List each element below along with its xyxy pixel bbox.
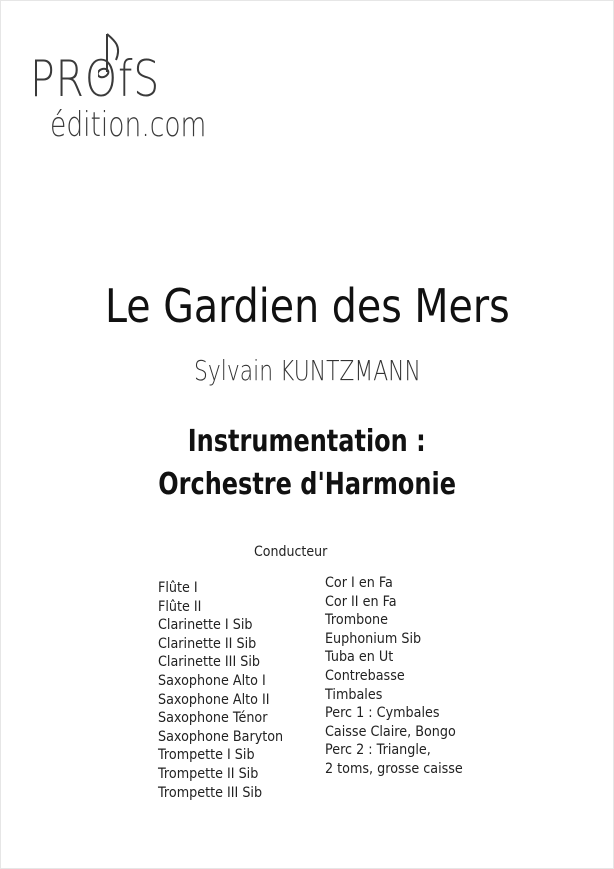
list-item: Flûte I [158,580,198,596]
list-item: Clarinette II Sib [158,635,257,652]
list-item: Perc 2 : Triangle, [325,742,431,759]
title-text: Le Gardien des Mers [104,279,510,333]
list-item: Saxophone Ténor [158,710,268,727]
list-item: Euphonium Sib [325,630,422,647]
list-item: Timbales [325,686,383,703]
list-item: Flûte II [158,598,202,615]
list-item: Saxophone Baryton [158,728,284,745]
list-item: Trompette II Sib [158,765,259,782]
list-item: Trombone [325,612,388,629]
ensemble-heading [0,467,614,502]
list-item: Clarinette I Sib [158,617,253,634]
list-item: Trompette I Sib [158,747,255,764]
logo-domain: édition.com [50,105,207,145]
list-item: Saxophone Alto I [158,672,266,689]
composer-text: Sylvain KUNTZMANN [193,354,421,387]
conductor-label: Conducteur [254,544,328,560]
logo-brand: PROfS [30,50,161,108]
list-item: Tuba en Ut [325,649,394,666]
instrument-list-right [325,574,482,779]
list-item: Cor II en Fa [325,593,397,610]
list-item: Trompette III Sib [158,784,263,801]
instrumentation-line-1: Instrumentation : [188,424,426,459]
list-item: Cor I en Fa [325,575,393,591]
list-item: Contrebasse [325,667,405,684]
logo [28,28,238,148]
composer-name [0,354,614,387]
list-item: 2 toms, grosse caisse [325,760,463,777]
list-item: Clarinette III Sib [158,654,261,671]
instrumentation-heading [0,424,614,459]
list-item: Saxophone Alto II [158,691,270,708]
instrument-list-left [158,579,300,802]
list-item: Perc 1 : Cymbales [325,705,440,722]
instrumentation-line-2: Orchestre d'Harmonie [158,467,456,502]
list-item: Caisse Claire, Bongo [325,723,456,740]
page-title [0,279,614,333]
